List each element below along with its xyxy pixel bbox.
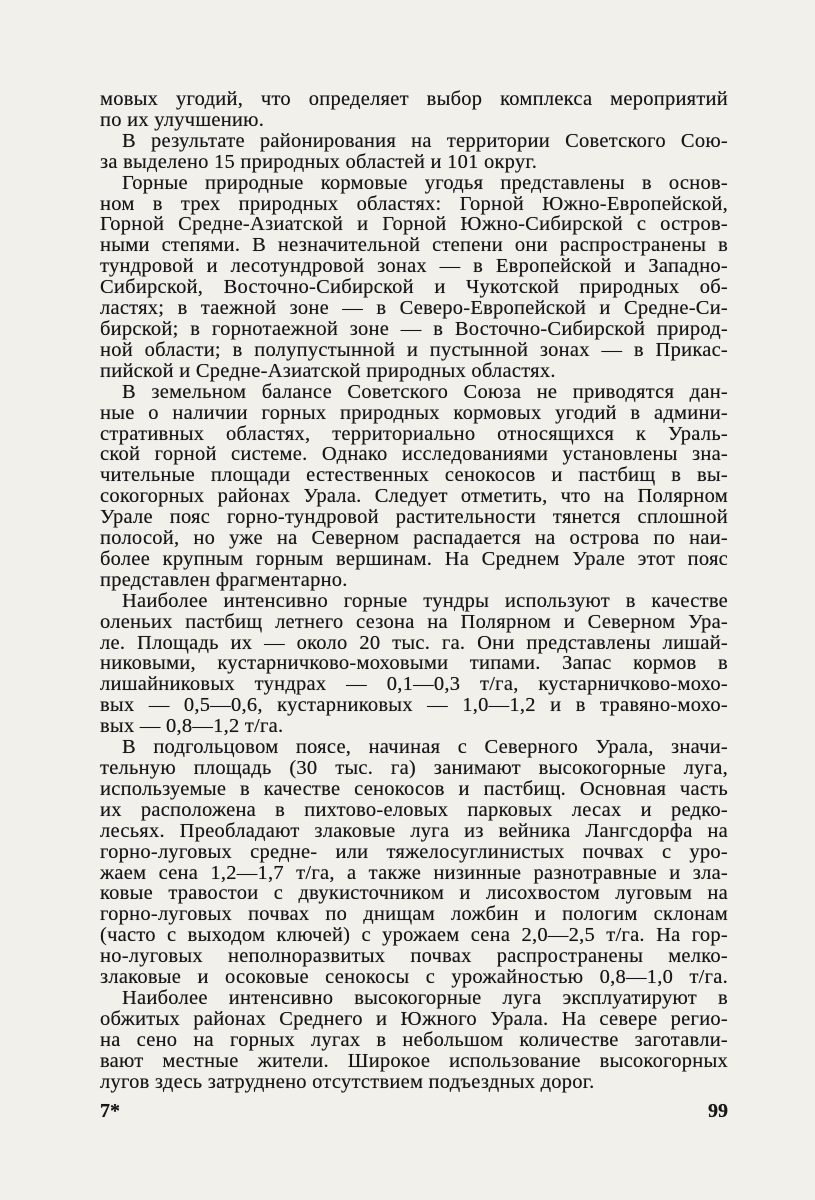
text-line: обжитых районах Среднего и Южного Урала. На севере регио-	[100, 1007, 728, 1030]
text-line: Наиболее интенсивно горные тундры используют в качестве	[122, 589, 728, 612]
text-line: лишайниковых тундрах — 0,1—0,3 т/га, кустарничково-мохо-	[100, 673, 728, 696]
text-line: полосой, но уже на Северном распадается на острова по наи-	[100, 527, 728, 550]
text-line: (часто с выходом ключей) с урожаем сена 2,0—2,5 т/га. На гор-	[100, 924, 728, 947]
text-line: ле. Площадь их — около 20 тыс. га. Они представлены лишай-	[100, 631, 728, 654]
text-line: ной области; в полупустынной и пустынной зонах — в Прикас-	[100, 338, 728, 361]
text-line: Сибирской, Восточно-Сибирской и Чукотской природных об-	[100, 276, 728, 299]
paragraph-2	[100, 131, 728, 173]
paragraph-7	[100, 988, 728, 1093]
text-line: В земельном балансе Советского Союза не приводятся дан-	[122, 380, 728, 403]
text-line: по их улучшению.	[100, 108, 265, 131]
paragraph-4	[100, 382, 728, 591]
paragraph-3	[100, 173, 728, 382]
text-line: Горные природные кормовые угодья представлены в основ-	[122, 171, 728, 194]
text-line: Наиболее интенсивно высокогорные луга эксплуатируют в	[122, 986, 728, 1009]
text-line: Горной Средне-Азиатской и Горной Южно-Сибирской с остров-	[100, 213, 728, 236]
page-number: 99	[708, 1100, 728, 1122]
text-line: пийской и Средне-Азиатской природных областях.	[100, 359, 556, 382]
text-line: за выделено 15 природных областей и 101 округ.	[100, 150, 538, 173]
text-line: ном в трех природных областях: Горной Южно-Европейской,	[100, 192, 728, 215]
text-line: на сено на горных лугах в небольшом количестве заготавли-	[100, 1028, 728, 1051]
text-line: чительные площади естественных сенокосов и пастбищ в вы-	[100, 464, 728, 487]
text-line: никовыми, кустарничково-моховыми типами. Запас кормов в	[100, 652, 728, 675]
text-line: лугов здесь затруднено отсутствием подъездных дорог.	[100, 1070, 595, 1093]
text-line: но-луговых неполноразвитых почвах распространены мелко-	[100, 945, 728, 968]
text-line: представлен фрагментарно.	[100, 568, 348, 591]
text-line: Урале пояс горно-тундровой растительности тянется сплошной	[100, 506, 728, 529]
text-line: используемые в качестве сенокосов и пастбищ. Основная часть	[100, 777, 728, 800]
text-line: жаем сена 1,2—1,7 т/га, а также низинные разнотравные и зла-	[100, 861, 728, 884]
text-line: более крупным горным вершинам. На Среднем Урале этот пояс	[100, 547, 728, 570]
text-block	[100, 89, 728, 1093]
text-line: В подгольцовом поясе, начиная с Северного Урала, значи-	[122, 736, 728, 759]
text-line: тундровой и лесотундровой зонах — в Европейской и Западно-	[100, 255, 728, 278]
text-line: вых — 0,5—0,6, кустарниковых — 1,0—1,2 и в травяно-мохо-	[100, 694, 728, 717]
page-footer	[100, 1101, 728, 1122]
paragraph-6	[100, 737, 728, 988]
paragraph-1	[100, 89, 728, 131]
text-line: лесьях. Преобладают злаковые луга из вейника Лангсдорфа на	[100, 819, 728, 842]
text-line: горно-луговых средне- или тяжелосуглинистых почвах с уро-	[100, 840, 728, 863]
text-line: ными степями. В незначительной степени они распространены в	[100, 234, 728, 257]
text-line: тельную площадь (30 тыс. га) занимают высокогорные луга,	[100, 757, 728, 779]
text-line: горно-луговых почвах по днищам ложбин и пологим склонам	[100, 903, 728, 926]
text-line: сокогорных районах Урала. Следует отметить, что на Полярном	[100, 485, 728, 508]
text-line: ластях; в таежной зоне — в Северо-Европейской и Средне-Си-	[100, 297, 728, 320]
text-line: вают местные жители. Широкое использование высокогорных	[100, 1049, 728, 1072]
text-line: В результате районирования на территории Советского Сою-	[122, 129, 728, 152]
text-line: оленьих пастбищ летнего сезона на Полярном и Северном Ура-	[100, 610, 728, 633]
text-line: их расположена в пихтово-еловых парковых лесах и редко-	[100, 798, 728, 821]
text-line: ской горной системе. Однако исследованиями установлены зна-	[100, 443, 728, 466]
signature-mark: 7*	[100, 1100, 120, 1122]
text-line: бирской; в горнотаежной зоне — в Восточно-Сибирской природ-	[100, 317, 728, 340]
text-line: стративных областях, территориально относящихся к Ураль-	[100, 422, 728, 445]
paragraph-5	[100, 591, 728, 737]
text-line: вых — 0,8—1,2 т/га.	[100, 715, 284, 738]
text-line: мовых угодий, что определяет выбор комплекса мероприятий	[100, 88, 728, 110]
text-line: ные о наличии горных природных кормовых угодий в админи-	[100, 401, 728, 424]
text-line: злаковые и осоковые сенокосы с урожайностью 0,8—1,0 т/га.	[100, 966, 728, 989]
text-line: ковые травостои с двукисточником и лисохвостом луговым на	[100, 882, 728, 905]
